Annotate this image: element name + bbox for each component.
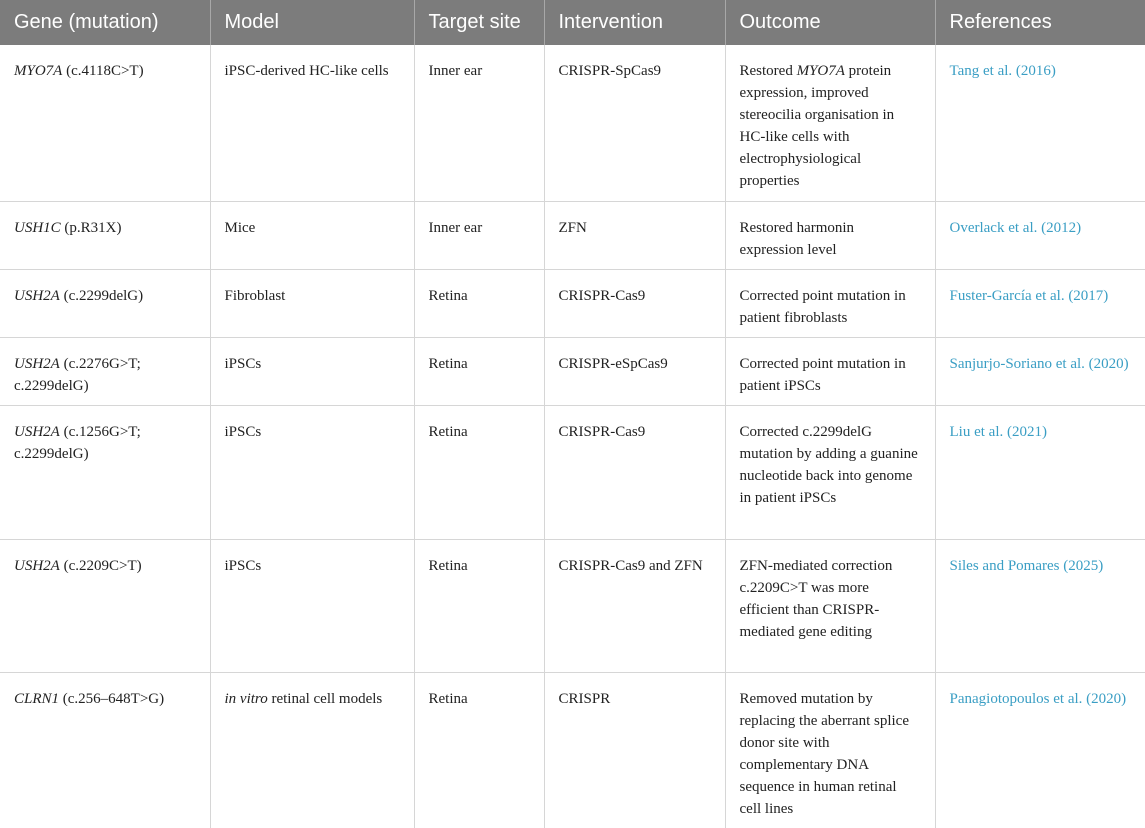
table-row — [0, 539, 1145, 672]
reference-link[interactable]: Overlack et al. (2012) — [935, 201, 1145, 269]
gene-name: USH1C — [14, 219, 61, 236]
reference-link[interactable]: Liu et al. (2021) — [935, 405, 1145, 539]
table-row — [0, 45, 1145, 201]
cell-gene — [0, 405, 210, 539]
cell-gene — [0, 201, 210, 269]
header-target-site: Target site — [414, 0, 544, 45]
cell-outcome: Corrected c.2299delG mutation by adding a guanine nucleotide back into genome in patient iPSCs — [725, 405, 935, 539]
cell-target-site: Retina — [414, 405, 544, 539]
mutation: (c.4118C>T) — [62, 63, 144, 79]
cell-model: iPSCs — [210, 539, 414, 672]
mutation: (c.1256G>T; c.2299delG) — [14, 423, 141, 462]
model-text: retinal cell models — [267, 690, 383, 707]
gene-name: USH2A — [14, 355, 60, 372]
table-row — [0, 672, 1145, 828]
table-header — [0, 0, 1145, 45]
mutation: (c.256–648T>G) — [59, 690, 165, 707]
header-outcome: Outcome — [725, 0, 935, 45]
cell-gene — [0, 539, 210, 672]
cell-gene — [0, 45, 210, 201]
gene-name: USH2A — [14, 287, 60, 304]
reference-link[interactable]: Tang et al. (2016) — [935, 45, 1145, 201]
cell-model: Fibroblast — [210, 269, 414, 337]
cell-model — [210, 672, 414, 828]
cell-target-site: Retina — [414, 269, 544, 337]
reference-link[interactable]: Panagiotopoulos et al. (2020) — [949, 690, 1127, 707]
cell-outcome: Restored harmonin expression level — [725, 201, 935, 269]
cell-intervention: CRISPR — [544, 672, 725, 828]
cell-gene — [0, 672, 210, 828]
cell-outcome: ZFN-mediated correction c.2209C>T was more efficient than CRISPR-mediated gene editing — [725, 539, 935, 672]
outcome-text: Restored — [739, 63, 797, 79]
cell-outcome — [725, 45, 935, 201]
table-row — [0, 337, 1145, 405]
header-row — [0, 0, 1145, 45]
gene-name: USH2A — [14, 557, 60, 574]
reference-link[interactable]: Fuster-García et al. (2017) — [935, 269, 1145, 337]
cell-model: iPSCs — [210, 405, 414, 539]
reference-link[interactable]: Sanjurjo-Soriano et al. (2020) — [935, 337, 1145, 405]
cell-target-site: Inner ear — [414, 201, 544, 269]
mutation: (c.2276G>T; c.2299delG) — [14, 355, 141, 394]
table-row — [0, 405, 1145, 539]
cell-target-site: Inner ear — [414, 45, 544, 201]
cell-outcome: Removed mutation by replacing the aberrant splice donor site with complementary DNA sequence in human retinal cell lines — [725, 672, 935, 828]
header-model: Model — [210, 0, 414, 45]
outcome-gene: MYO7A — [796, 63, 845, 79]
mutation: (c.2209C>T) — [59, 557, 142, 574]
cell-outcome: Corrected point mutation in patient fibroblasts — [725, 269, 935, 337]
cell-intervention: CRISPR-Cas9 — [544, 405, 725, 539]
header-gene: Gene (mutation) — [0, 0, 210, 45]
cell-gene — [0, 269, 210, 337]
mutation: (p.R31X) — [60, 219, 122, 236]
cell-outcome: Corrected point mutation in patient iPSCs — [725, 337, 935, 405]
model-italic: in vitro — [224, 690, 268, 707]
cell-target-site: Retina — [414, 672, 544, 828]
cell-intervention: ZFN — [544, 201, 725, 269]
cell-intervention: CRISPR-eSpCas9 — [544, 337, 725, 405]
table-row — [0, 269, 1145, 337]
cell-model: Mice — [210, 201, 414, 269]
outcome-text: protein expression, improved stereocilia organisation in HC-like cells with electrophysiological properties — [739, 63, 895, 189]
cell-target-site: Retina — [414, 337, 544, 405]
header-intervention: Intervention — [544, 0, 725, 45]
cell-intervention: CRISPR-SpCas9 — [544, 45, 725, 201]
cell-model: iPSCs — [210, 337, 414, 405]
cell-intervention: CRISPR-Cas9 — [544, 269, 725, 337]
header-references: References — [935, 0, 1145, 45]
gene-name: USH2A — [14, 423, 60, 440]
table-row — [0, 201, 1145, 269]
reference-link[interactable]: Siles and Pomares (2025) — [935, 539, 1145, 672]
gene-name: CLRN1 — [14, 690, 60, 707]
cell-intervention: CRISPR-Cas9 and ZFN — [544, 539, 725, 672]
gene-name: MYO7A — [14, 63, 63, 79]
mutation: (c.2299delG) — [59, 287, 144, 304]
cell-gene — [0, 337, 210, 405]
cell-model: iPSC-derived HC-like cells — [210, 45, 414, 201]
cell-target-site: Retina — [414, 539, 544, 672]
table-body — [0, 45, 1145, 828]
